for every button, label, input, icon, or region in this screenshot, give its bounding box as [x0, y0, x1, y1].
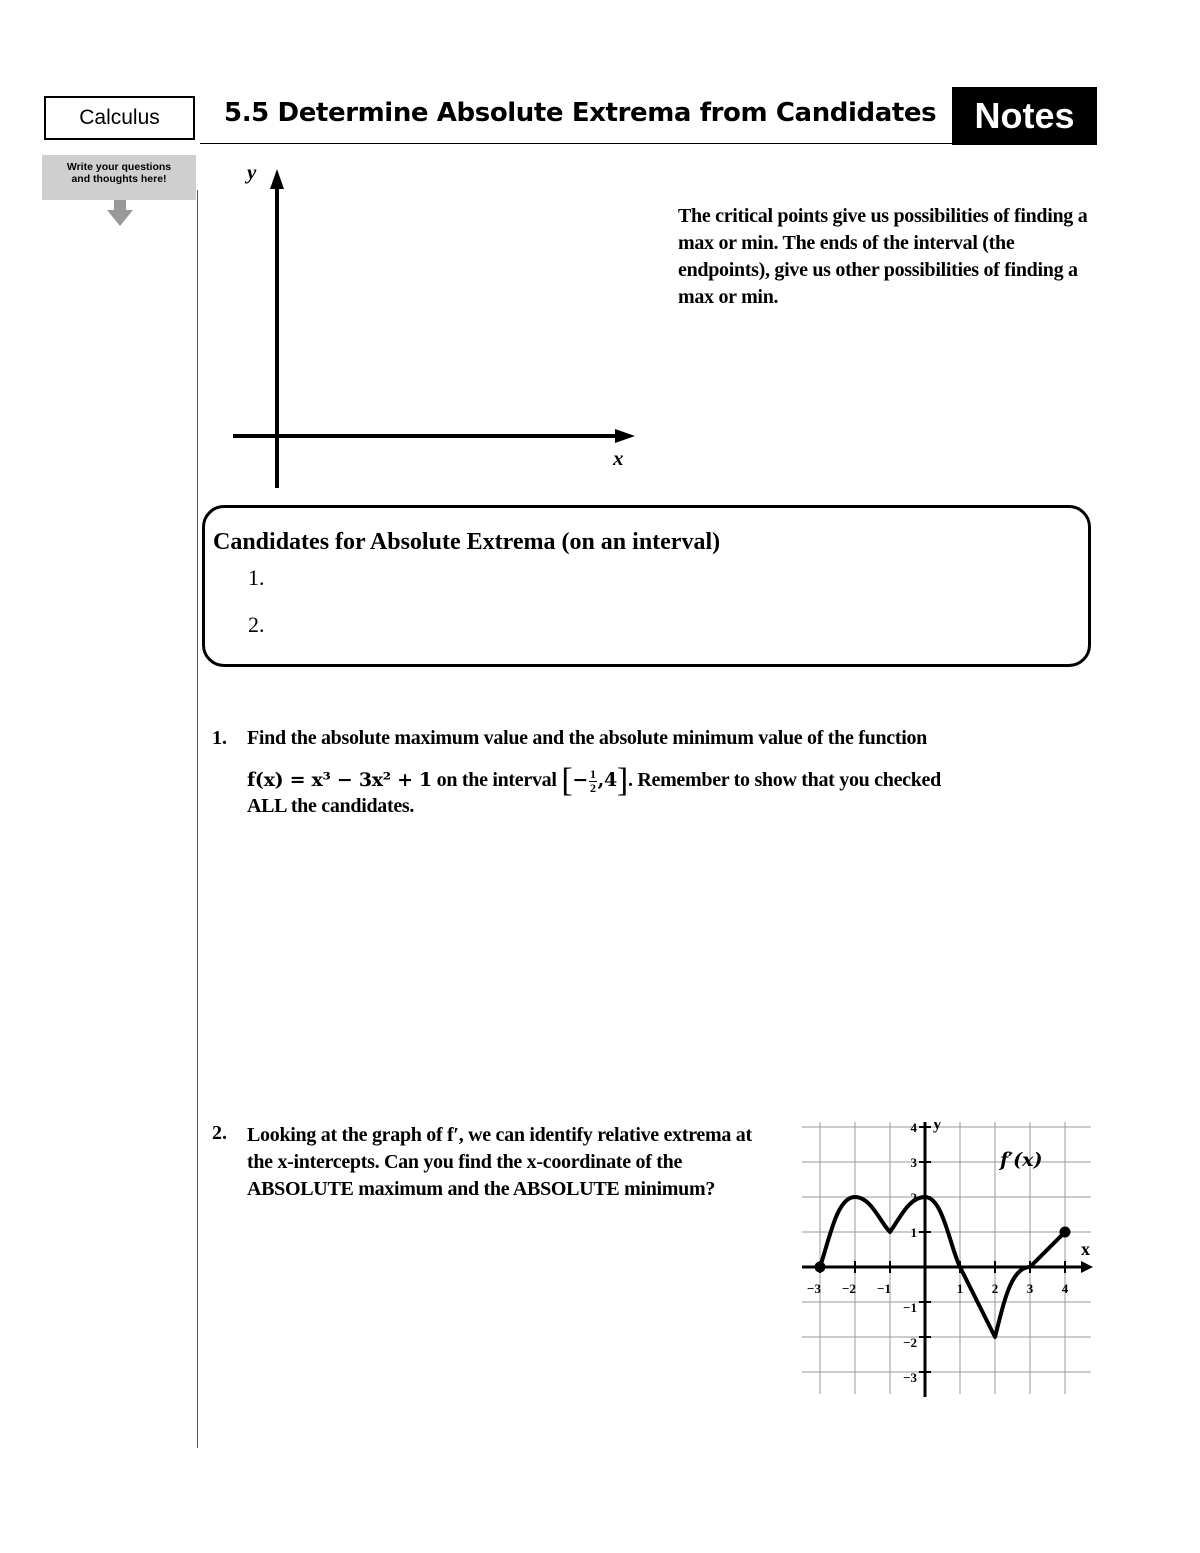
y-tick-label: 2	[910, 1190, 917, 1205]
page-title: 5.5 Determine Absolute Extrema from Candidates	[224, 98, 937, 128]
x-tick-label: −1	[877, 1281, 891, 1296]
down-arrow-icon	[106, 200, 134, 228]
left-bracket: [	[561, 762, 573, 799]
question-1-line-1: Find the absolute maximum value and the absolute minimum value of the function	[247, 727, 927, 749]
graph-axes	[802, 1122, 1093, 1397]
blank-y-label: y	[247, 160, 257, 184]
intro-paragraph: The critical points give us possibilities of finding a max or min. The ends of the interval (the endpoints), give us other possibilities of finding a max or min.	[678, 205, 1088, 308]
fprime-graph	[795, 1122, 1100, 1397]
question-1-number: 1.	[212, 727, 227, 749]
interval-fraction	[589, 768, 597, 795]
x-axis-arrow	[1081, 1261, 1093, 1273]
y-tick-label: 4	[910, 1122, 917, 1135]
question-1-line-3: ALL the candidates.	[247, 795, 415, 817]
question-2-number: 2.	[212, 1122, 227, 1144]
chart-title: f′(x)	[1000, 1149, 1043, 1171]
interval-end: ,4	[597, 769, 617, 791]
x-axis-arrow	[615, 429, 635, 443]
question-1-on-interval: on the interval	[436, 769, 557, 791]
question-1-function: f(x) = x³ − 3x² + 1	[247, 769, 432, 791]
x-tick-label: −2	[842, 1281, 856, 1296]
y-tick-label: −2	[903, 1335, 917, 1350]
question-1-line-2-rest: . Remember to show that you checked	[627, 769, 941, 791]
candidate-item-1: 1.	[248, 565, 265, 590]
margin-prompt-line-2: and thoughts here!	[71, 173, 167, 185]
y-tick-label: −3	[903, 1370, 917, 1385]
margin-divider	[197, 190, 198, 1448]
blank-x-label: x	[613, 446, 624, 470]
x-tick-label: 1	[956, 1281, 964, 1296]
y-tick-label: −1	[903, 1300, 917, 1315]
blank-coordinate-axes	[225, 155, 645, 495]
closed-endpoint	[1060, 1227, 1071, 1238]
x-tick-label: 4	[1061, 1281, 1069, 1296]
title-underline	[200, 143, 952, 144]
fraction-denominator: 2	[589, 780, 596, 795]
closed-endpoint	[815, 1262, 826, 1273]
question-2-text: Looking at the graph of f′, we can identify relative extrema at the x-intercepts. Can you find the x-coordinate of the ABSOLUTE maximum and the ABSOLUTE minimum?	[247, 1124, 752, 1200]
margin-prompt	[42, 155, 196, 200]
notes-badge: Notes	[952, 87, 1097, 145]
x-axis-label: x	[1081, 1239, 1090, 1259]
right-bracket: ]	[616, 762, 628, 799]
fraction-numerator: 1	[589, 766, 596, 781]
y-axis-arrow	[270, 169, 284, 189]
candidate-item-2: 2.	[248, 612, 265, 637]
x-tick-label: −3	[807, 1281, 821, 1296]
interval-negative: −	[572, 769, 588, 791]
x-tick-label: 3	[1026, 1281, 1034, 1296]
subject-label: Calculus	[44, 96, 195, 140]
candidates-title: Candidates for Absolute Extrema (on an interval)	[213, 529, 721, 555]
graph-grid	[802, 1122, 1091, 1394]
y-axis-label: y	[933, 1122, 942, 1133]
y-tick-label: 3	[910, 1155, 917, 1170]
x-tick-label: 2	[991, 1281, 999, 1296]
margin-prompt-line-1: Write your questions	[66, 161, 172, 173]
y-tick-label: 1	[910, 1225, 917, 1240]
question-1-line-2	[247, 757, 941, 799]
